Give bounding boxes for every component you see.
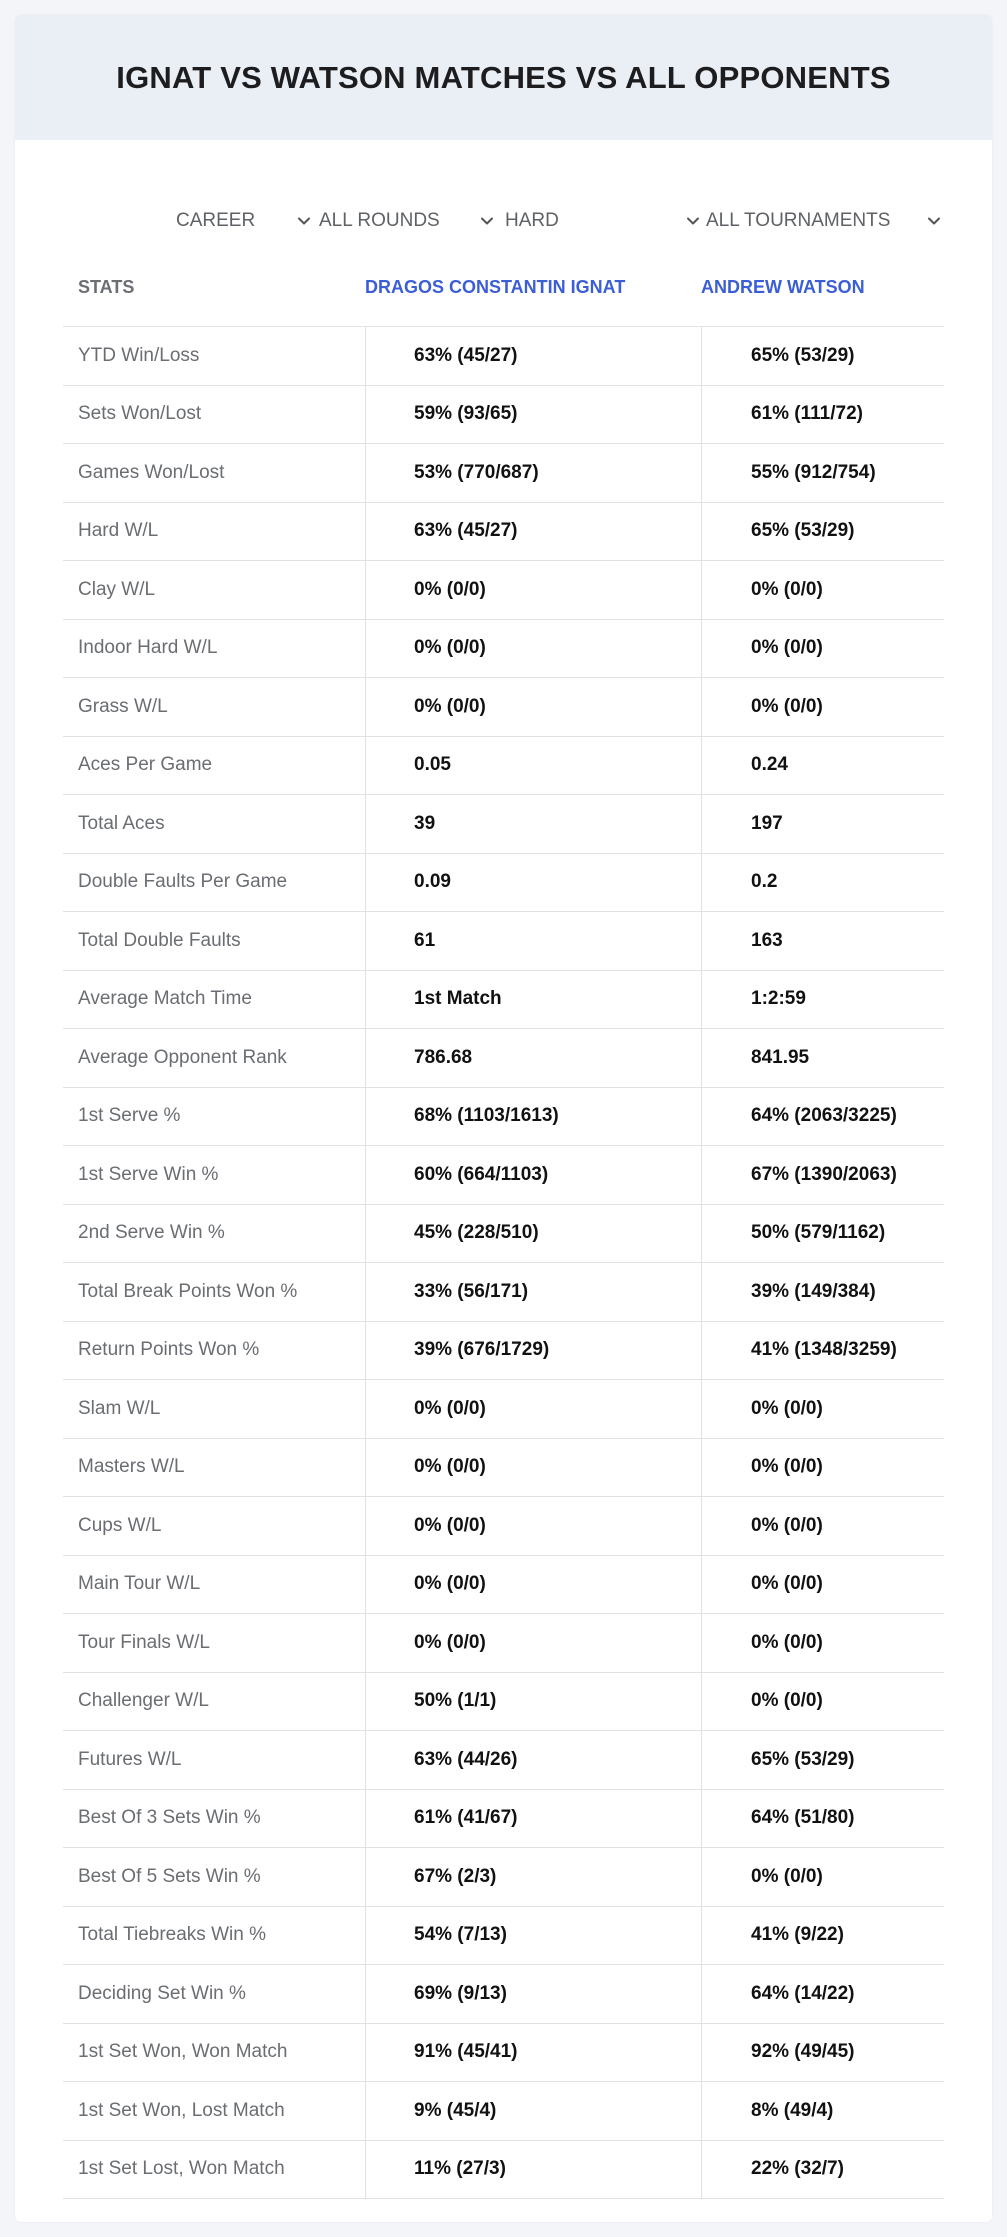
player1-value: 0% (0/0) [414, 637, 486, 659]
column-divider [365, 1790, 366, 1848]
stat-label: Cups W/L [78, 1514, 162, 1536]
column-divider [701, 1263, 702, 1321]
column-divider [701, 1497, 702, 1555]
player2-column-header[interactable]: ANDREW WATSON [701, 276, 865, 297]
column-divider [365, 1029, 366, 1087]
table-row [63, 737, 944, 796]
stat-label: 2nd Serve Win % [78, 1222, 225, 1244]
stat-label: 1st Set Won, Won Match [78, 2041, 288, 2063]
player1-value: 69% (9/13) [414, 1982, 507, 2004]
stat-label: Total Tiebreaks Win % [78, 1924, 266, 1946]
stat-label: 1st Serve % [78, 1105, 181, 1127]
round-select-value: ALL ROUNDS [319, 210, 440, 231]
table-row [63, 561, 944, 620]
column-divider [701, 2141, 702, 2199]
period-select-value: CAREER [176, 210, 256, 231]
stat-label: Main Tour W/L [78, 1573, 201, 1595]
player1-value: 0.05 [414, 754, 451, 776]
column-divider [365, 503, 366, 561]
column-divider [365, 444, 366, 502]
column-divider [701, 1673, 702, 1731]
table-row [63, 2024, 944, 2083]
column-divider [365, 1380, 366, 1438]
player1-value: 0% (0/0) [414, 1514, 486, 1536]
stat-label: Double Faults Per Game [78, 871, 288, 893]
player1-value: 63% (44/26) [414, 1748, 518, 1770]
column-divider [365, 1146, 366, 1204]
column-divider [701, 1790, 702, 1848]
player2-value: 65% (53/29) [751, 344, 855, 366]
table-row [63, 1439, 944, 1498]
column-divider [701, 2082, 702, 2140]
player2-value: 22% (32/7) [751, 2158, 844, 2180]
player2-value: 0% (0/0) [751, 637, 823, 659]
table-row [63, 620, 944, 679]
player1-value: 59% (93/65) [414, 403, 518, 425]
column-divider [701, 561, 702, 619]
table-row [63, 1263, 944, 1322]
player1-value: 68% (1103/1613) [414, 1105, 559, 1127]
stat-label: Clay W/L [78, 578, 156, 600]
column-divider [365, 2024, 366, 2082]
player1-value: 33% (56/171) [414, 1280, 529, 1302]
column-divider [365, 1497, 366, 1555]
table-row [63, 1790, 944, 1849]
column-divider [701, 327, 702, 385]
table-row [63, 1965, 944, 2024]
stat-label: Average Opponent Rank [78, 1046, 287, 1068]
stat-label: Hard W/L [78, 520, 159, 542]
player1-value: 786.68 [414, 1046, 473, 1068]
stat-label: Best Of 5 Sets Win % [78, 1865, 261, 1887]
player1-value: 53% (770/687) [414, 461, 539, 483]
player2-value: 8% (49/4) [751, 2099, 834, 2121]
player1-value: 0.09 [414, 871, 451, 893]
column-divider [701, 1614, 702, 1672]
table-row [63, 444, 944, 503]
player2-value: 0% (0/0) [751, 1514, 823, 1536]
table-row [63, 1556, 944, 1615]
player1-column-header[interactable]: DRAGOS CONSTANTIN IGNAT [365, 276, 626, 297]
player2-value: 64% (51/80) [751, 1807, 855, 1829]
table-row [63, 1380, 944, 1439]
column-divider [365, 620, 366, 678]
column-divider [365, 737, 366, 795]
column-divider [701, 386, 702, 444]
player1-value: 45% (228/510) [414, 1222, 539, 1244]
player2-value: 197 [751, 812, 783, 834]
table-row [63, 2141, 944, 2200]
stat-label: Total Double Faults [78, 929, 241, 951]
table-header [63, 248, 944, 327]
column-divider [365, 1088, 366, 1146]
player2-value: 65% (53/29) [751, 520, 855, 542]
player2-value: 41% (1348/3259) [751, 1339, 897, 1361]
stat-label: Best Of 3 Sets Win % [78, 1807, 261, 1829]
player1-value: 60% (664/1103) [414, 1163, 549, 1185]
table-row [63, 1029, 944, 1088]
column-divider [701, 1556, 702, 1614]
stat-label: Tour Finals W/L [78, 1631, 210, 1653]
stat-label: Grass W/L [78, 695, 168, 717]
table-row [63, 1322, 944, 1381]
player2-value: 0% (0/0) [751, 695, 823, 717]
player2-value: 0% (0/0) [751, 1573, 823, 1595]
column-divider [365, 1731, 366, 1789]
page-title: IGNAT VS WATSON MATCHES VS ALL OPPONENTS [116, 59, 891, 95]
stat-label: Masters W/L [78, 1456, 185, 1478]
player1-value: 91% (45/41) [414, 2041, 518, 2063]
table-row [63, 1673, 944, 1732]
player2-value: 39% (149/384) [751, 1280, 876, 1302]
player1-value: 61 [414, 929, 436, 951]
table-row [63, 1088, 944, 1147]
player1-value: 0% (0/0) [414, 1631, 486, 1653]
chevron-down-icon [926, 213, 942, 229]
stats-table [63, 248, 944, 2199]
stats-card [15, 15, 992, 2222]
column-divider [365, 386, 366, 444]
column-divider [701, 620, 702, 678]
player1-value: 50% (1/1) [414, 1690, 497, 1712]
stat-label: Futures W/L [78, 1748, 182, 1770]
column-divider [701, 1322, 702, 1380]
column-divider [365, 912, 366, 970]
table-row [63, 327, 944, 386]
table-row [63, 1205, 944, 1264]
player2-value: 61% (111/72) [751, 403, 863, 425]
table-row [63, 1497, 944, 1556]
column-divider [701, 1029, 702, 1087]
stat-label: Return Points Won % [78, 1339, 260, 1361]
player2-value: 0% (0/0) [751, 1631, 823, 1653]
player2-value: 0.24 [751, 754, 788, 776]
player2-value: 55% (912/754) [751, 461, 876, 483]
period-select[interactable] [176, 198, 312, 244]
player1-value: 0% (0/0) [414, 1397, 486, 1419]
column-divider [365, 678, 366, 736]
player1-value: 0% (0/0) [414, 1573, 486, 1595]
table-row [63, 795, 944, 854]
column-divider [365, 1556, 366, 1614]
tournament-select-value: ALL TOURNAMENTS [706, 210, 891, 231]
filter-bar [15, 198, 992, 244]
player1-value: 54% (7/13) [414, 1924, 507, 1946]
column-divider [365, 1263, 366, 1321]
column-divider [701, 1088, 702, 1146]
column-divider [365, 1322, 366, 1380]
table-row [63, 503, 944, 562]
table-row [63, 971, 944, 1030]
column-divider [701, 912, 702, 970]
player2-value: 0% (0/0) [751, 1690, 823, 1712]
column-divider [701, 1907, 702, 1965]
stat-label: Deciding Set Win % [78, 1982, 246, 2004]
table-row [63, 2082, 944, 2141]
player1-value: 63% (45/27) [414, 520, 518, 542]
table-row [63, 912, 944, 971]
player2-value: 65% (53/29) [751, 1748, 855, 1770]
round-select[interactable] [319, 198, 495, 244]
column-divider [365, 1205, 366, 1263]
column-divider [701, 737, 702, 795]
column-divider [701, 444, 702, 502]
player1-value: 1st Match [414, 988, 502, 1010]
stat-label: Total Break Points Won % [78, 1280, 298, 1302]
column-divider [365, 795, 366, 853]
column-divider [701, 1848, 702, 1906]
column-divider [701, 503, 702, 561]
column-divider [701, 854, 702, 912]
player2-value: 64% (2063/3225) [751, 1105, 897, 1127]
column-divider [701, 2024, 702, 2082]
player2-value: 0% (0/0) [751, 1865, 823, 1887]
player2-value: 0.2 [751, 871, 778, 893]
stat-label: Indoor Hard W/L [78, 637, 218, 659]
column-divider [365, 1673, 366, 1731]
player1-value: 39 [414, 812, 436, 834]
column-divider [701, 1380, 702, 1438]
tournament-select[interactable] [706, 198, 942, 244]
column-divider [365, 1965, 366, 2023]
stat-label: YTD Win/Loss [78, 344, 200, 366]
table-row [63, 854, 944, 913]
player2-value: 841.95 [751, 1046, 810, 1068]
column-divider [365, 561, 366, 619]
table-row [63, 1848, 944, 1907]
table-body [63, 327, 944, 2199]
player1-value: 67% (2/3) [414, 1865, 497, 1887]
stat-label: 1st Set Won, Lost Match [78, 2099, 285, 2121]
column-divider [365, 1848, 366, 1906]
surface-select-value: HARD [505, 210, 559, 231]
surface-select[interactable] [505, 198, 701, 244]
player2-value: 1:2:59 [751, 988, 806, 1010]
column-divider [365, 327, 366, 385]
table-row [63, 1907, 944, 1966]
player2-value: 92% (49/45) [751, 2041, 855, 2063]
table-row [63, 678, 944, 737]
column-divider [701, 1731, 702, 1789]
chevron-down-icon [296, 213, 312, 229]
stat-label: Sets Won/Lost [78, 403, 202, 425]
player1-value: 9% (45/4) [414, 2099, 497, 2121]
player1-value: 61% (41/67) [414, 1807, 518, 1829]
stat-label: Total Aces [78, 812, 165, 834]
column-divider [365, 2141, 366, 2199]
player1-value: 63% (45/27) [414, 344, 518, 366]
chevron-down-icon [479, 213, 495, 229]
player2-value: 0% (0/0) [751, 1456, 823, 1478]
column-divider [701, 1146, 702, 1204]
column-divider [365, 2082, 366, 2140]
table-row [63, 1731, 944, 1790]
chevron-down-icon [685, 213, 701, 229]
player1-value: 39% (676/1729) [414, 1339, 550, 1361]
column-divider [701, 1205, 702, 1263]
player2-value: 0% (0/0) [751, 578, 823, 600]
player2-value: 50% (579/1162) [751, 1222, 886, 1244]
player2-value: 163 [751, 929, 783, 951]
column-divider [365, 1907, 366, 1965]
stat-label: 1st Serve Win % [78, 1163, 219, 1185]
stats-column-header: STATS [78, 276, 135, 297]
table-row [63, 386, 944, 445]
player2-value: 64% (14/22) [751, 1982, 855, 2004]
column-divider [365, 971, 366, 1029]
player1-value: 11% (27/3) [414, 2158, 506, 2180]
card-header [15, 15, 992, 140]
column-divider [701, 795, 702, 853]
column-divider [701, 678, 702, 736]
stat-label: Challenger W/L [78, 1690, 209, 1712]
column-divider [365, 1614, 366, 1672]
player1-value: 0% (0/0) [414, 1456, 486, 1478]
stat-label: Slam W/L [78, 1397, 161, 1419]
player2-value: 67% (1390/2063) [751, 1163, 897, 1185]
column-divider [701, 971, 702, 1029]
player1-value: 0% (0/0) [414, 695, 486, 717]
table-row [63, 1146, 944, 1205]
player2-value: 41% (9/22) [751, 1924, 844, 1946]
column-divider [365, 1439, 366, 1497]
column-divider [701, 1965, 702, 2023]
stat-label: Average Match Time [78, 988, 252, 1010]
table-row [63, 1614, 944, 1673]
column-divider [701, 1439, 702, 1497]
stat-label: 1st Set Lost, Won Match [78, 2158, 285, 2180]
stat-label: Games Won/Lost [78, 461, 225, 483]
column-divider [365, 854, 366, 912]
player2-value: 0% (0/0) [751, 1397, 823, 1419]
stat-label: Aces Per Game [78, 754, 213, 776]
player1-value: 0% (0/0) [414, 578, 486, 600]
